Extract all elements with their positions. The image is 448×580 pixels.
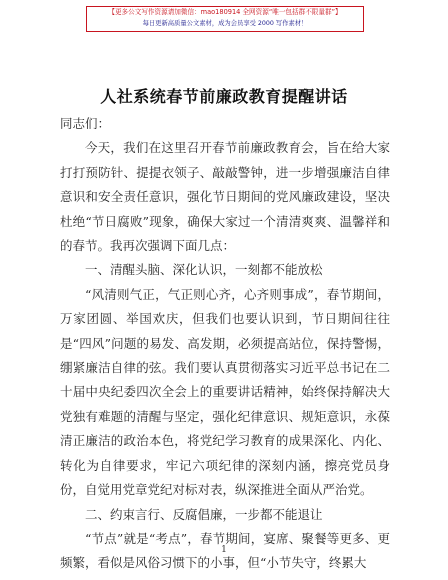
section-1-paragraph: “风清则气正，气正则心齐，心齐则事成”，春节期间，万家团圆、举国欢庆，但我们也要认识到，节日期间往往是“四风”问题的易发、高发期，必须提高站位，保持警惕，绷紧廉洁自律的弦。我们要认真贯彻落实习近平总书记在二十届中央纪委四次全会上的重要讲话精神，始终保持解决大党独有难题的清醒与坚定，强化纪律意识、规矩意识，永葆清正廉洁的政治本色，将党纪学习教育的成果深化、内化、转化为自律要求，牢记六项纪律的深刻内涵，擦亮党员身份，自觉用党章党纪对标对表，纵深推进全面从严治党。 (60, 286, 390, 498)
section-1-heading: 一、清醒头脑、深化认识，一刻都不能放松 (85, 262, 323, 278)
document-body (60, 112, 390, 576)
intro-paragraph: 今天，我们在这里召开春节前廉政教育会，旨在给大家打打预防针、提提衣领子、敲敲警钟，进一步增强廉洁自律意识和安全责任意识，强化节日期间的党风廉政建设，坚决杜绝“节日腐败”现象，确保大家过一个清清爽爽、温馨祥和的春节。我再次强调下面几点： (60, 140, 390, 254)
section-2-paragraph: “节点”就是“考点”，春节期间，宴席、聚餐等更多、更频繁，看似是风俗习惯下的小事，但“小节失守，终累大 (60, 530, 390, 571)
banner-line-2: 每日更新高质量公文素材，成为会员享受 2000 写作素材！ (142, 20, 308, 27)
banner-line-1: 【更多公文写作资源请加微信：mao180914 全网资源“唯一包括群不限量群”】 (108, 8, 342, 16)
page-number: 1 (221, 545, 227, 555)
section-2-heading: 二、约束言行、反腐倡廉，一步都不能退让 (85, 506, 323, 522)
promo-banner (86, 6, 364, 32)
document-title: 人社系统春节前廉政教育提醒讲话 (100, 87, 348, 106)
salutation: 同志们： (60, 116, 111, 131)
